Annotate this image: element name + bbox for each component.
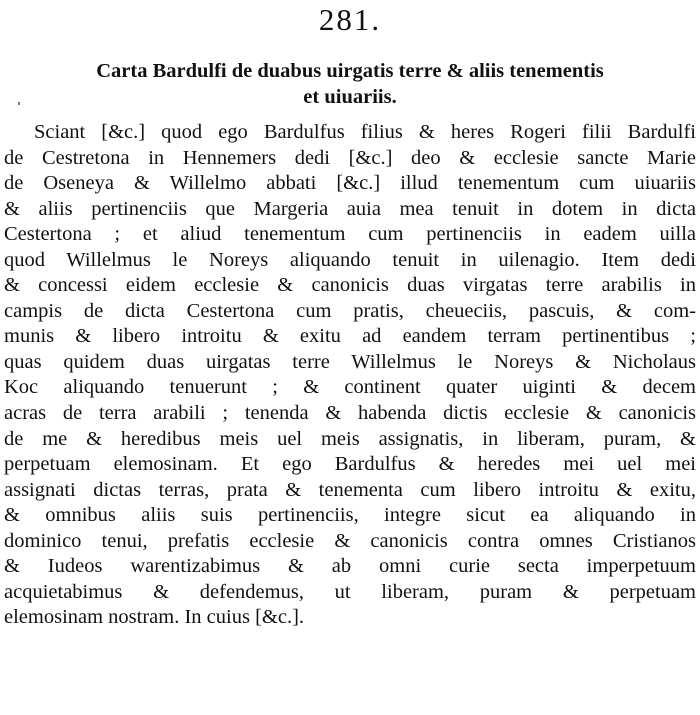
text-line: acras de terra arabili ; tenenda & habenda dictis ecclesie & canonicis xyxy=(4,402,696,425)
text-line: acquietabimus & defendemus, ut liberam, puram & perpetuam xyxy=(4,580,696,603)
text-line: & aliis pertinenciis que Margeria auia mea tenuit in dotem in dicta xyxy=(4,197,696,220)
text-line: & Iudeos warentizabimus & ab omni curie secta imperpetuum xyxy=(4,555,696,578)
text-line: Koc aliquando tenuerunt ; & continent quater uiginti & decem xyxy=(4,376,696,399)
text-line: quod Willelmus le Noreys aliquando tenuit in uilenagio. Item dedi xyxy=(4,248,696,271)
title-line: et uiuariis. xyxy=(303,86,397,108)
text-line: quas quidem duas uirgatas terre Willelmus le Noreys & Nicholaus xyxy=(4,350,696,373)
text-line: perpetuam elemosinam. Et ego Bardulfus & heredes mei uel mei xyxy=(4,453,696,476)
text-line: munis & libero introitu & exitu ad eandem terram pertinentibus ; xyxy=(4,325,696,348)
title-line: Carta Bardulfi de duabus uirgatis terre & aliis tenementis xyxy=(96,60,604,82)
print-speck xyxy=(18,102,20,105)
text-line: dominico tenui, prefatis ecclesie & canonicis contra omnes Cristianos xyxy=(4,529,696,552)
text-line: & omnibus aliis suis pertinenciis, integre sicut ea aliquando in xyxy=(4,504,696,527)
page-number: 281. xyxy=(318,2,382,37)
text-line: de Oseneya & Willelmo abbati [&c.] illud tenementum cum uiuariis xyxy=(4,172,696,195)
charter-text xyxy=(4,120,696,631)
text-line: campis de dicta Cestertona cum pratis, cheueciis, pascuis, & com- xyxy=(4,299,696,322)
text-line: Cestertona ; et aliud tenementum cum pertinenciis in eadem uilla xyxy=(4,223,696,246)
text-line: de Cestretona in Hennemers dedi [&c.] deo & ecclesie sancte Marie xyxy=(4,146,696,169)
text-line: & concessi eidem ecclesie & canonicis duas virgatas terre arabilis in xyxy=(4,274,696,297)
text-line: assignati dictas terras, prata & tenementa cum libero introitu & exitu, xyxy=(4,478,696,501)
text-line: Sciant [&c.] quod ego Bardulfus filius & heres Rogeri filii Bardulfi xyxy=(34,121,696,143)
charter-title xyxy=(8,58,692,110)
text-line: de me & heredibus meis uel meis assignatis, in liberam, puram, & xyxy=(4,427,696,450)
text-line: elemosinam nostram. In cuius [&c.]. xyxy=(4,606,305,629)
